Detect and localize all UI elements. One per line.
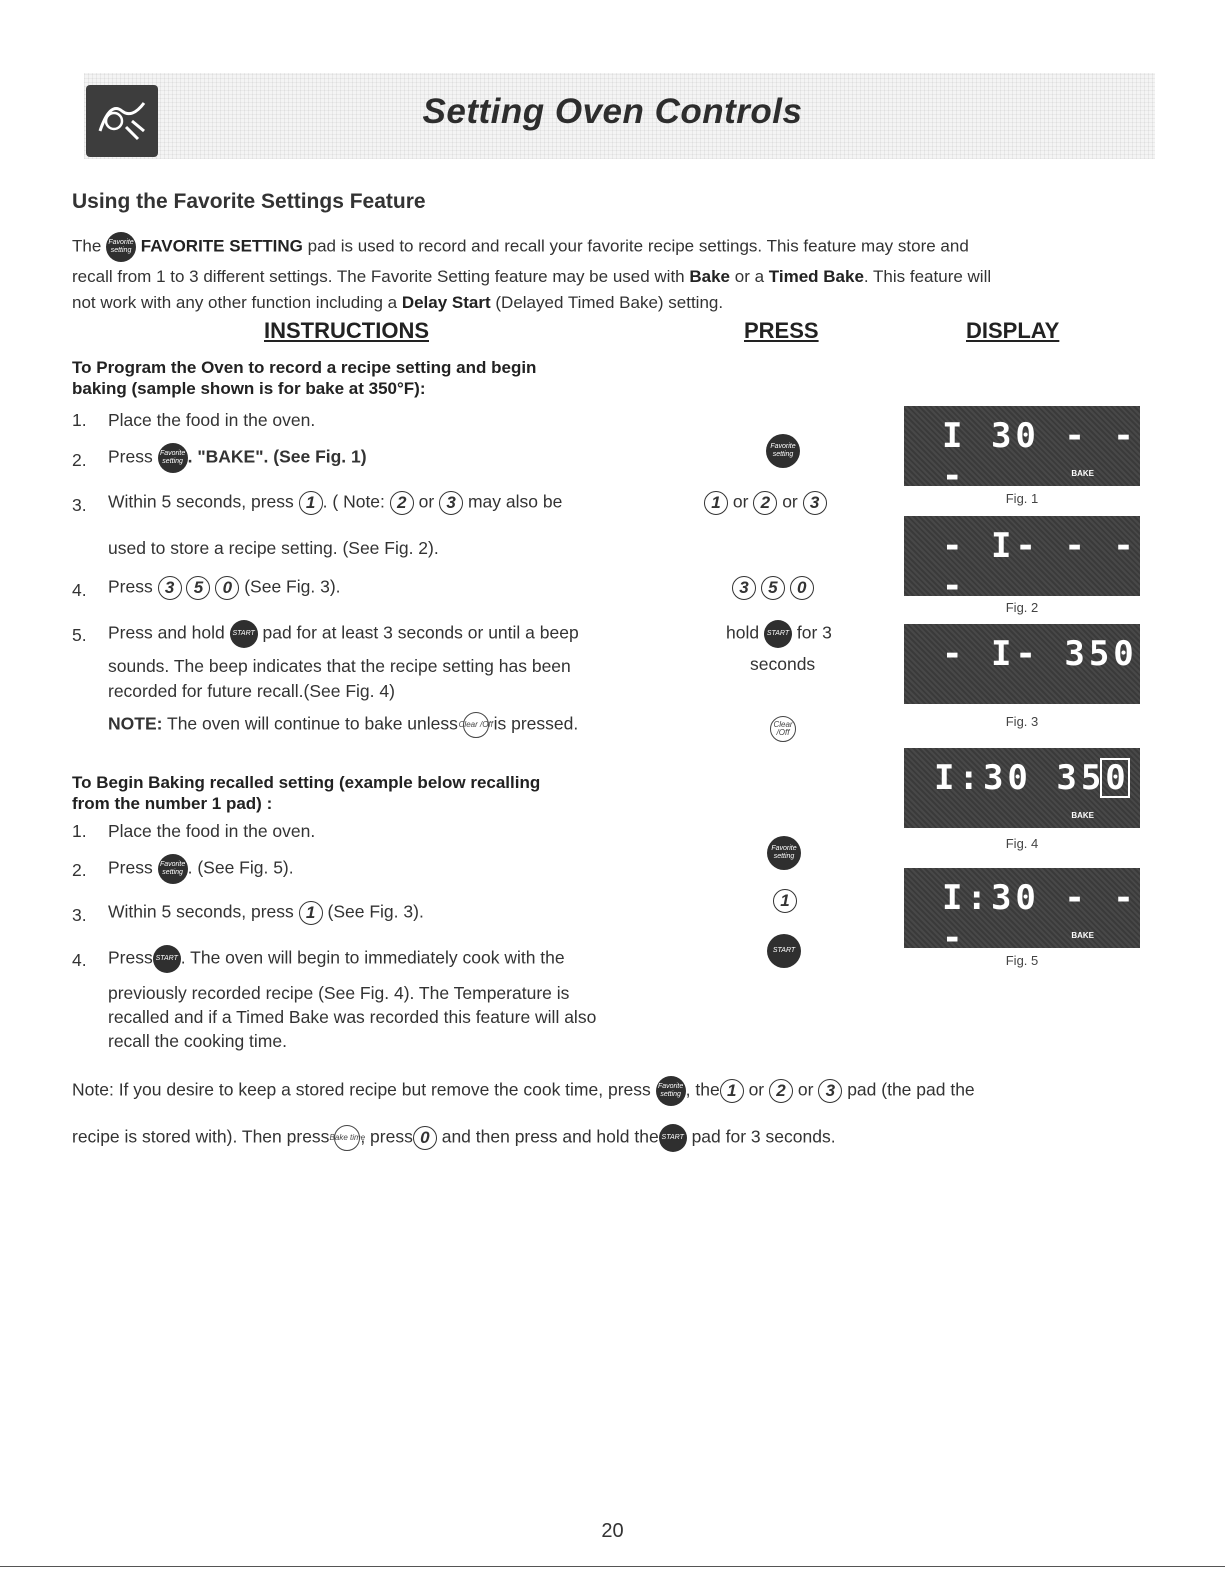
digit-3-pad-icon: 3 (158, 576, 182, 600)
step-number: 5. (72, 625, 87, 645)
clear-off-pad-icon: Clear /Off (463, 712, 489, 738)
step-text: Press 3 5 0 (See Fig. 3). (108, 576, 341, 600)
step-text: recalled and if a Timed Bake was recorded this feature will also (108, 1007, 597, 1027)
press-step-3: 1 or 2 or 3 (704, 491, 827, 515)
display-fig-3: - I- 350 (904, 624, 1140, 704)
step-number: 3. (72, 905, 87, 925)
step-text: Within 5 seconds, press 1 (See Fig. 3). (108, 901, 424, 925)
press-step-2 (766, 434, 800, 468)
digit-2-pad-icon: 2 (753, 491, 777, 515)
step-text: Press START . The oven will begin to immediately cook with the (108, 945, 565, 973)
step-text: Press Favorite setting . "BAKE". (See Fig. 1) (108, 443, 367, 473)
digit-3-pad-icon: 3 (439, 491, 463, 515)
display-indicator-box (1100, 758, 1130, 798)
program-heading: To Program the Oven to record a recipe setting and begin baking (sample shown is for bake at 350°F): (72, 358, 537, 398)
section-title: Using the Favorite Settings Feature (72, 190, 426, 213)
digit-0-pad-icon: 0 (413, 1126, 437, 1150)
step-number: 3. (72, 495, 87, 515)
press-recall-3 (773, 889, 797, 913)
footnote-line-1: Note: If you desire to keep a stored recipe but remove the cook time, press Favorite setting , the 1 or 2 or 3 pad (the pad the (72, 1076, 975, 1106)
fig-label: Fig. 3 (1005, 714, 1039, 729)
digit-5-pad-icon: 5 (761, 576, 785, 600)
press-seconds: seconds (750, 654, 816, 674)
start-pad-icon: START (764, 620, 792, 648)
favorite-setting-pad-icon: Favorite setting (767, 836, 801, 870)
step-text: Place the food in the oven. (108, 410, 316, 430)
footnote-line-2: recipe is stored with). Then press Bake time, press 0 and then press and hold the START pad for 3 seconds. (72, 1124, 836, 1152)
clear-off-pad-icon: Clear /Off (770, 716, 796, 742)
display-fig-1: I 30 - - - BAKE (904, 406, 1140, 486)
bake-time-pad-icon: Bake time (334, 1125, 360, 1151)
step-text: Within 5 seconds, press 1 . ( Note: 2 or 3 may also be (108, 491, 562, 515)
step-text: Press Favorite setting . (See Fig. 5). (108, 854, 294, 884)
bottom-rule (0, 1566, 1225, 1567)
favorite-setting-pad-icon: Favorite setting (766, 434, 800, 468)
page-number: 20 (601, 1520, 624, 1542)
display-fig-4: I:30 350 BAKE (904, 748, 1140, 828)
favorite-setting-pad-icon: Favorite setting (158, 443, 188, 473)
digit-1-pad-icon: 1 (720, 1079, 744, 1103)
intro-line-2: recall from 1 to 3 different settings. The Favorite Setting feature may be used with Bake or a Timed Bake. This feature will (72, 267, 992, 286)
step-text: recall the cooking time. (108, 1031, 287, 1051)
favorite-setting-pad-icon: Favorite setting (656, 1076, 686, 1106)
press-step-4 (732, 576, 814, 600)
digit-1-pad-icon: 1 (704, 491, 728, 515)
favorite-setting-pad-icon: Favorite setting (106, 232, 136, 262)
step-text: recorded for future recall.(See Fig. 4) (108, 681, 395, 701)
digit-0-pad-icon: 0 (215, 576, 239, 600)
column-instructions: INSTRUCTIONS (264, 318, 429, 343)
digit-1-pad-icon: 1 (773, 889, 797, 913)
step-text: used to store a recipe setting. (See Fig. 2). (108, 538, 439, 558)
step-number: 4. (72, 580, 87, 600)
fig-label: Fig. 4 (1005, 836, 1039, 851)
start-pad-icon: START (230, 620, 258, 648)
step-number: 4. (72, 950, 87, 970)
display-fig-2: - I- - - - (904, 516, 1140, 596)
step-number: 2. (72, 860, 87, 880)
fig-label: Fig. 5 (1005, 953, 1039, 968)
start-pad-icon: START (153, 945, 181, 973)
column-display: DISPLAY (966, 318, 1060, 343)
press-recall-4 (767, 934, 801, 968)
display-fig-5: I:30 - - - BAKE (904, 868, 1140, 948)
step-number: 2. (72, 450, 87, 470)
digit-3-pad-icon: 3 (818, 1079, 842, 1103)
page-title: Setting Oven Controls (422, 92, 803, 131)
digit-5-pad-icon: 5 (186, 576, 210, 600)
step-text: Press and hold START pad for at least 3 seconds or until a beep (108, 620, 579, 648)
press-recall-2 (767, 836, 801, 870)
program-note: NOTE: The oven will continue to bake unless Clear /Off is pressed. (108, 712, 578, 738)
step-text: sounds. The beep indicates that the recipe setting has been (108, 656, 571, 676)
step-number: 1. (72, 410, 87, 430)
step-number: 1. (72, 821, 87, 841)
digit-2-pad-icon: 2 (769, 1079, 793, 1103)
digit-0-pad-icon: 0 (790, 576, 814, 600)
intro-line-1: The Favorite setting FAVORITE SETTING pad is used to record and recall your favorite recipe settings. This feature may store and (72, 232, 969, 262)
column-press: PRESS (744, 318, 819, 343)
intro-line-3: not work with any other function including a Delay Start (Delayed Timed Bake) setting. (72, 293, 724, 312)
press-step-5: hold START for 3 (726, 620, 832, 648)
digit-3-pad-icon: 3 (803, 491, 827, 515)
recall-heading: To Begin Baking recalled setting (example below recalling from the number 1 pad) : (72, 773, 541, 813)
fig-label: Fig. 2 (1005, 600, 1039, 615)
digit-3-pad-icon: 3 (732, 576, 756, 600)
fig-label: Fig. 1 (1005, 491, 1039, 506)
favorite-setting-pad-icon: Favorite setting (158, 854, 188, 884)
digit-1-pad-icon: 1 (299, 901, 323, 925)
press-note (770, 716, 796, 742)
digit-2-pad-icon: 2 (390, 491, 414, 515)
start-pad-icon: START (659, 1124, 687, 1152)
step-text: Place the food in the oven. (108, 821, 316, 841)
step-text: previously recorded recipe (See Fig. 4). The Temperature is (108, 983, 570, 1003)
digit-1-pad-icon: 1 (299, 491, 323, 515)
start-pad-icon: START (767, 934, 801, 968)
